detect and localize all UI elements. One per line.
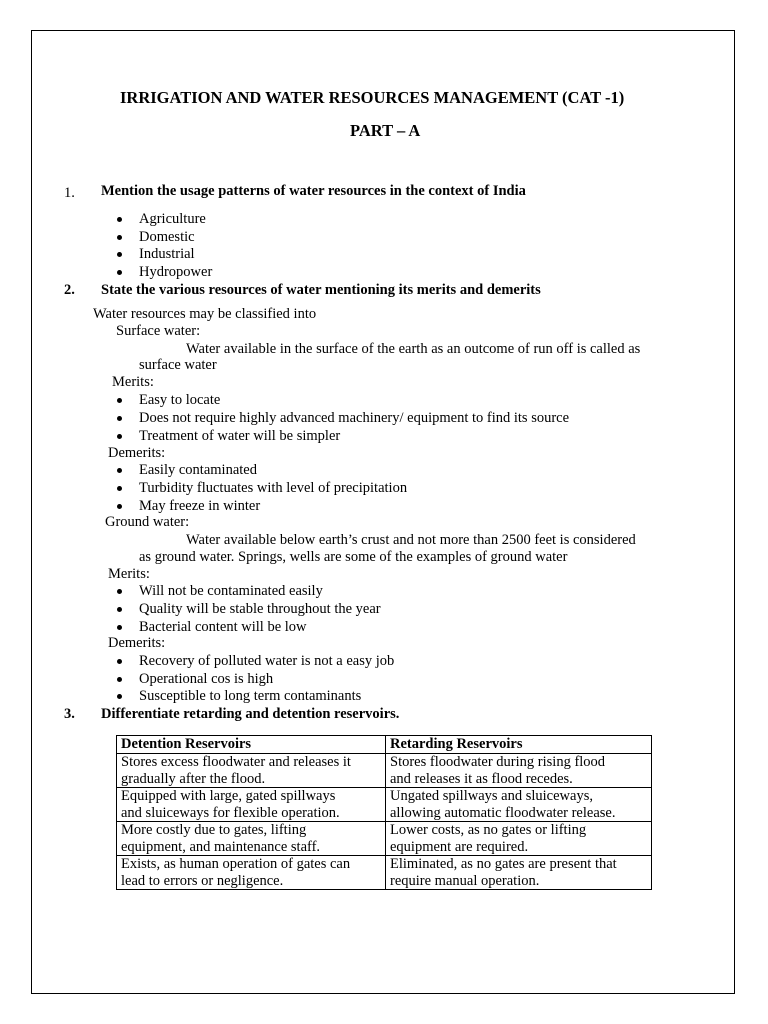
table-header-retarding: Retarding Reservoirs xyxy=(386,736,652,754)
question-number: 2. xyxy=(64,282,75,298)
cell-line: Equipped with large, gated spillways xyxy=(121,788,336,804)
cell-line: lead to errors or negligence. xyxy=(121,872,284,889)
list-item: Susceptible to long term contaminants xyxy=(139,688,362,704)
cell-line: Stores floodwater during rising flood xyxy=(390,754,606,770)
table-header-row xyxy=(117,736,652,754)
question-text: State the various resources of water mentioning its merits and demerits xyxy=(101,282,541,298)
cell-line: equipment, and maintenance staff. xyxy=(121,838,321,855)
cell-line: Stores excess floodwater and releases it xyxy=(121,754,351,770)
cell-line: Exists, as human operation of gates can xyxy=(121,856,351,872)
list-item: Easy to locate xyxy=(139,392,221,408)
part-heading: PART – A xyxy=(350,121,421,140)
table-cell xyxy=(117,822,386,856)
question-number: 3. xyxy=(64,706,75,722)
merits-label: Merits: xyxy=(112,374,154,390)
list-item: Turbidity fluctuates with level of precipitation xyxy=(139,480,408,496)
list-item: Treatment of water will be simpler xyxy=(139,428,341,444)
table-row xyxy=(117,822,652,856)
comparison-table xyxy=(116,735,652,890)
list-item: Does not require highly advanced machinery/ equipment to find its source xyxy=(139,410,570,426)
surface-water-description: Water available in the surface of the earth as an outcome of run off is called as xyxy=(186,341,641,357)
list-item: May freeze in winter xyxy=(139,498,261,514)
list-item: Industrial xyxy=(139,246,195,262)
cell-line: and sluiceways for flexible operation. xyxy=(121,804,340,821)
merits-label: Merits: xyxy=(108,566,150,582)
table-cell xyxy=(386,754,652,788)
surface-water-description: surface water xyxy=(139,357,217,373)
list-item: Easily contaminated xyxy=(139,462,257,478)
cell-line: Lower costs, as no gates or lifting xyxy=(390,822,587,838)
table-header-detention: Detention Reservoirs xyxy=(117,736,386,754)
list-item: Operational cos is high xyxy=(139,671,274,687)
table-row xyxy=(117,788,652,822)
table-row xyxy=(117,856,652,890)
cell-line: and releases it as flood recedes. xyxy=(390,770,573,787)
cell-line: allowing automatic floodwater release. xyxy=(390,804,616,821)
list-item: Domestic xyxy=(139,229,195,245)
demerits-label: Demerits: xyxy=(108,635,166,651)
cell-line: equipment are required. xyxy=(390,838,529,855)
intro-text: Water resources may be classified into xyxy=(93,306,317,322)
list-item: Recovery of polluted water is not a easy job xyxy=(139,653,395,669)
list-item: Hydropower xyxy=(139,264,213,280)
table-cell xyxy=(117,856,386,890)
list-item: Quality will be stable throughout the year xyxy=(139,601,381,617)
surface-water-heading: Surface water: xyxy=(116,323,201,339)
cell-line: Eliminated, as no gates are present that xyxy=(390,856,617,872)
cell-line: Ungated spillways and sluiceways, xyxy=(390,788,593,804)
question-number: 1. xyxy=(64,185,75,201)
table-cell xyxy=(117,754,386,788)
list-item: Will not be contaminated easily xyxy=(139,583,323,599)
question-text: Mention the usage patterns of water resources in the context of India xyxy=(101,183,526,199)
cell-line: require manual operation. xyxy=(390,872,540,889)
table-cell xyxy=(117,788,386,822)
ground-water-description: Water available below earth’s crust and not more than 2500 feet is considered xyxy=(186,532,636,548)
ground-water-description: as ground water. Springs, wells are some of the examples of ground water xyxy=(139,549,568,565)
demerits-label: Demerits: xyxy=(108,445,166,461)
cell-line: gradually after the flood. xyxy=(121,770,266,787)
table-cell xyxy=(386,822,652,856)
table-row xyxy=(117,754,652,788)
list-item: Agriculture xyxy=(139,211,206,227)
list-item: Bacterial content will be low xyxy=(139,619,307,635)
cell-line: More costly due to gates, lifting xyxy=(121,822,307,838)
ground-water-heading: Ground water: xyxy=(105,514,190,530)
table-cell xyxy=(386,788,652,822)
document-title: IRRIGATION AND WATER RESOURCES MANAGEMENT (CAT -1) xyxy=(120,88,625,107)
question-text: Differentiate retarding and detention reservoirs. xyxy=(101,706,400,722)
table-cell xyxy=(386,856,652,890)
